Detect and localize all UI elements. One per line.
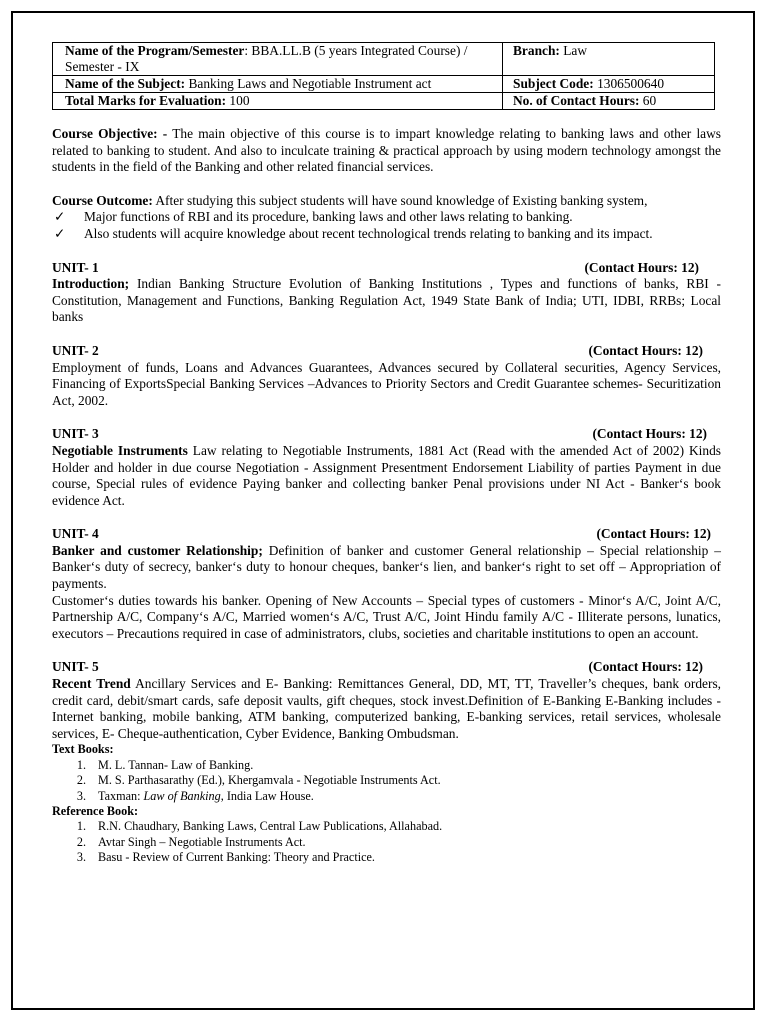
unit-text: Employment of funds, Loans and Advances Guarantees, Advances secured by Collateral securities, Agency Services, Financing of ExportsSpecial Banking Services –Advances to Priority Sectors and Credit Guarantee schemes- Securitization Act, 2002.	[52, 359, 721, 408]
unit-4-body	[52, 543, 721, 593]
unit-contact-hours: (Contact Hours: 12)	[588, 659, 703, 675]
branch-cell	[503, 43, 715, 76]
contact-hours-value: 60	[639, 93, 657, 108]
text-books-list	[52, 758, 721, 804]
unit-3-header	[52, 426, 721, 443]
unit-1-header	[52, 260, 721, 277]
unit-text: Law relating to Negotiable Instruments, 1881 Act (Read with the amended Act of 2002) Kinds Holder and holder in due course Negotiation - Assignment Presentment Endorsement Liability of parties Payment in due course, Special rules of evidence Paying banker and collecting banker Penal provisions under NI Act - Banker‘s book evidence Act.	[52, 442, 721, 508]
program-label: Name of the Program/Semester	[65, 43, 245, 58]
outcome-item	[52, 209, 721, 226]
unit-4-header	[52, 526, 721, 543]
unit-2-header	[52, 343, 721, 360]
subject-label: Name of the Subject:	[65, 76, 186, 91]
course-objective-label: Course Objective: -	[52, 126, 168, 141]
subject-code-cell	[503, 76, 715, 93]
unit-5-header	[52, 659, 721, 676]
course-objective-text: The main objective of this course is to impart knowledge relating to banking laws and other laws related to banking to student. And also to inculcate training & practical approach by using modern technology amongst the students in the field of the Banking and other related financial services.	[52, 126, 721, 175]
text-books-heading: Text Books:	[52, 742, 114, 757]
contact-hours-cell	[503, 93, 715, 110]
contact-hours-label: No. of Contact Hours:	[513, 93, 640, 108]
marks-value: 100	[226, 93, 250, 108]
unit-title: UNIT- 5	[52, 659, 99, 675]
marks-cell	[53, 93, 503, 110]
unit-text: Definition of banker and customer General relationship – Special relationship – Banker‘s duty of secrecy, banker‘s duty to honour cheques, banker‘s lien, and banker‘s right to set off – Appropriation of payments.	[52, 542, 721, 592]
unit-title: UNIT- 4	[52, 526, 99, 542]
reference-books-heading: Reference Book:	[52, 804, 139, 819]
course-objective	[52, 126, 721, 176]
unit-contact-hours: (Contact Hours: 12)	[588, 342, 703, 358]
checkmark-icon: ✓	[54, 209, 66, 225]
unit-2-body	[52, 360, 721, 410]
unit-text: Ancillary Services and E- Banking: Remittances General, DD, MT, TT, Traveller’s cheques, bank orders, credit card, debit/smart cards, safe deposit vaults, gift cheques, stock invest.Definition of E-Banking E-Banking includes - Internet banking, mobile banking, ATM banking, computerized banking, E-banking services, retail services, wholesale services, E- Cheque-authentication, Cyber Evidence, Banking Ombudsman.	[52, 676, 721, 741]
unit-4-body-2	[52, 593, 721, 643]
unit-1-body	[52, 276, 721, 326]
list-item: 3. Basu - Review of Current Banking: Theory and Practice.	[76, 850, 375, 865]
marks-label: Total Marks for Evaluation:	[65, 93, 227, 108]
unit-5-body	[52, 676, 721, 742]
outcome-item-text: Major functions of RBI and its procedure, banking laws and other laws relating to banking.	[84, 209, 573, 225]
unit-lead: Introduction;	[52, 276, 130, 292]
program-cell	[53, 43, 503, 76]
unit-lead: Banker and customer Relationship;	[52, 542, 263, 558]
course-outcome	[52, 193, 721, 210]
unit-contact-hours: (Contact Hours: 12)	[584, 259, 699, 275]
text-books-section	[52, 742, 721, 865]
outcome-item	[52, 226, 721, 243]
list-item: 2. Avtar Singh – Negotiable Instruments Act.	[76, 834, 306, 849]
subject-cell	[53, 76, 503, 93]
branch-label: Branch:	[513, 43, 560, 58]
checkmark-icon: ✓	[54, 225, 66, 241]
syllabus-document	[52, 42, 721, 866]
course-info-table	[52, 42, 715, 110]
unit-text: Customer‘s duties towards his banker. Opening of New Accounts – Special types of customers - Minor‘s A/C, Joint A/C, Partnership A/C, Company‘s A/C, Married women‘s A/C, Trust A/C, Joint Hindu family A/C - Illiterate persons, lunatics, executors – Precautions required in case of administrators, clubs, societies and charitable institutions to open an account.	[52, 592, 721, 641]
program-value: : BBA.LL.B (5 years Integrated Course) / Semester - IX	[65, 43, 468, 74]
list-item: 3. Taxman: Law of Banking, India Law House.	[76, 788, 314, 803]
list-item: 1. M. L. Tannan- Law of Banking.	[76, 757, 254, 772]
unit-contact-hours: (Contact Hours: 12)	[596, 526, 711, 542]
unit-contact-hours: (Contact Hours: 12)	[592, 426, 707, 442]
unit-text: Indian Banking Structure Evolution of Banking Institutions , Types and functions of banks, RBI - Constitution, Management and Functions, Banking Regulation Act, 1949 State Bank of India; UTI, IDBI, RRBs; Local banks	[52, 276, 721, 325]
subject-value: Banking Laws and Negotiable Instrument act	[185, 76, 432, 91]
unit-lead: Negotiable Instruments	[52, 442, 188, 458]
outcome-item-text: Also students will acquire knowledge about recent technological trends relating to banking and its impact.	[84, 225, 653, 241]
unit-title: UNIT- 2	[52, 342, 99, 358]
subject-code-label: Subject Code:	[513, 76, 594, 91]
course-outcome-label: Course Outcome:	[52, 192, 153, 208]
reference-books-list	[52, 819, 721, 865]
list-item: 2. M. S. Parthasarathy (Ed.), Khergamvala - Negotiable Instruments Act.	[76, 773, 441, 788]
unit-title: UNIT- 1	[52, 259, 99, 275]
unit-3-body	[52, 443, 721, 509]
subject-code-value: 1306500640	[593, 76, 665, 91]
unit-title: UNIT- 3	[52, 426, 99, 442]
branch-value: Law	[559, 43, 588, 58]
unit-lead: Recent Trend	[52, 676, 131, 692]
list-item: 1. R.N. Chaudhary, Banking Laws, Central Law Publications, Allahabad.	[76, 819, 443, 834]
course-outcome-text: After studying this subject students will have sound knowledge of Existing banking system,	[152, 192, 648, 208]
